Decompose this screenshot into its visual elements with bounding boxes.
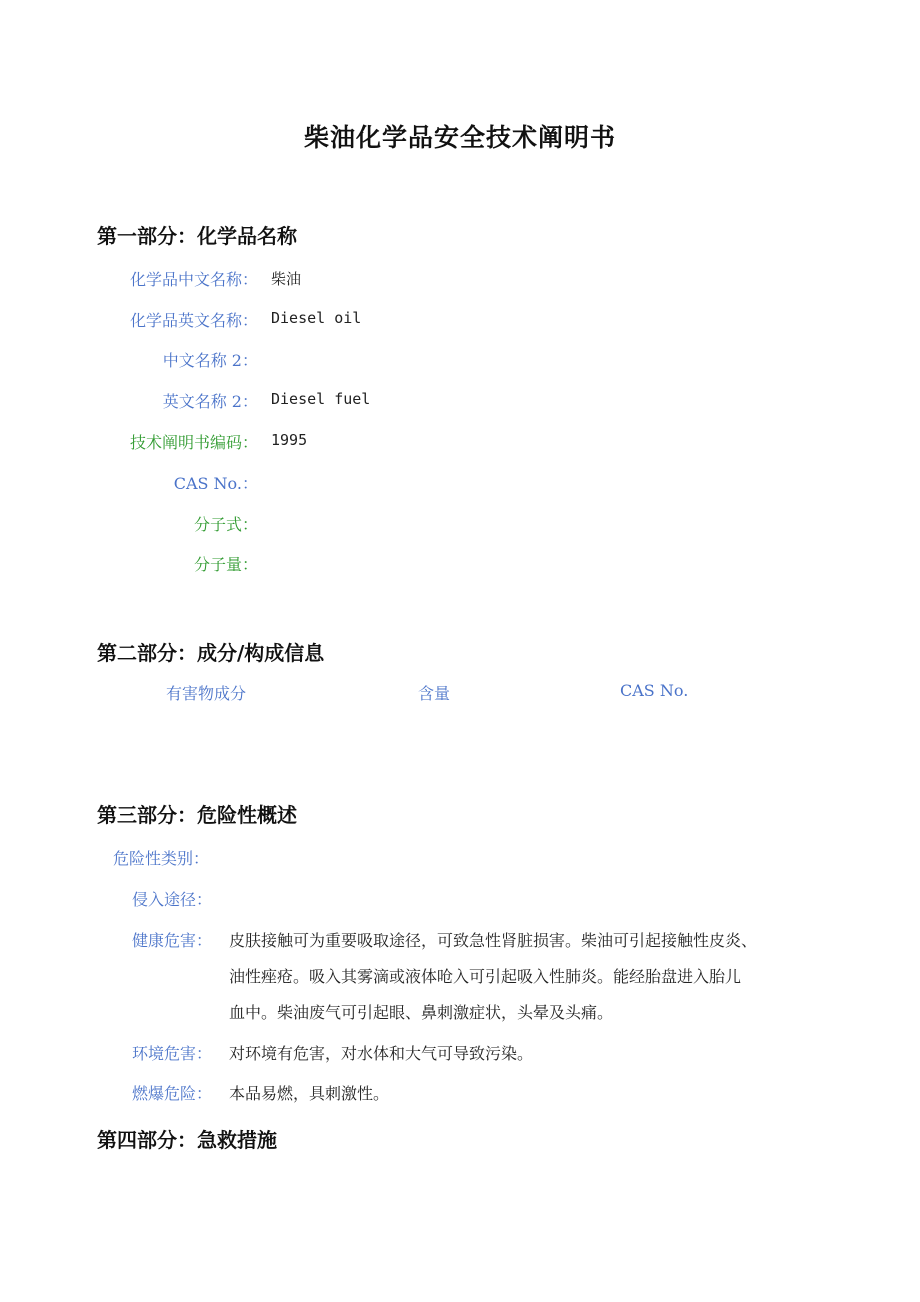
health-hazard-line-2: 油性痤疮。吸入其雾滴或液体呛入可引起吸入性肺炎。能经胎盘进入胎儿 [229, 967, 742, 986]
section-heading-part3: 第三部分：危险性概述 [97, 803, 297, 827]
hazard-category-label: 危险性类别： [113, 849, 210, 868]
column-header-content: 含量 [418, 684, 451, 703]
english-name-value: Diesel oil [271, 309, 362, 327]
chinese-name-label: 化学品中文名称： [129, 270, 258, 289]
environment-hazard-text: 对环境有危害，对水体和大气可导致污染。 [229, 1044, 534, 1063]
section-heading-part4: 第四部分：急救措施 [97, 1128, 277, 1152]
fire-explosion-hazard-text: 本品易燃，具刺激性。 [229, 1084, 390, 1103]
molecular-formula-label: 分子式： [193, 515, 258, 534]
chinese-name-2-label: 中文名称 2： [162, 351, 258, 370]
column-header-hazardous-components: 有害物成分 [166, 684, 247, 703]
exposure-route-label: 侵入途径： [132, 890, 213, 909]
msds-code-label: 技术阐明书编码： [129, 433, 258, 452]
environment-hazard-label: 环境危害： [132, 1044, 213, 1063]
section-heading-part2: 第二部分：成分/构成信息 [97, 641, 325, 665]
cas-number-label: CAS No.： [173, 474, 258, 493]
health-hazard-line-1: 皮肤接触可为重要吸取途径，可致急性肾脏损害。柴油可引起接触性皮炎、 [229, 931, 758, 950]
chinese-name-value: 柴油 [271, 270, 302, 288]
health-hazard-label: 健康危害： [132, 931, 213, 950]
english-name-label: 化学品英文名称： [129, 311, 258, 330]
section-heading-part1: 第一部分：化学品名称 [97, 224, 297, 248]
english-name-2-label: 英文名称 2： [162, 392, 258, 411]
english-name-2-value: Diesel fuel [271, 390, 371, 408]
molecular-weight-label: 分子量： [193, 555, 258, 574]
column-header-cas-number: CAS No. [620, 681, 689, 700]
health-hazard-line-3: 血中。柴油废气可引起眼、鼻刺激症状，头晕及头痛。 [229, 1003, 614, 1022]
fire-explosion-hazard-label: 燃爆危险： [132, 1084, 213, 1103]
msds-code-value: 1995 [271, 431, 308, 449]
document-title: 柴油化学品安全技术阐明书 [303, 123, 616, 152]
